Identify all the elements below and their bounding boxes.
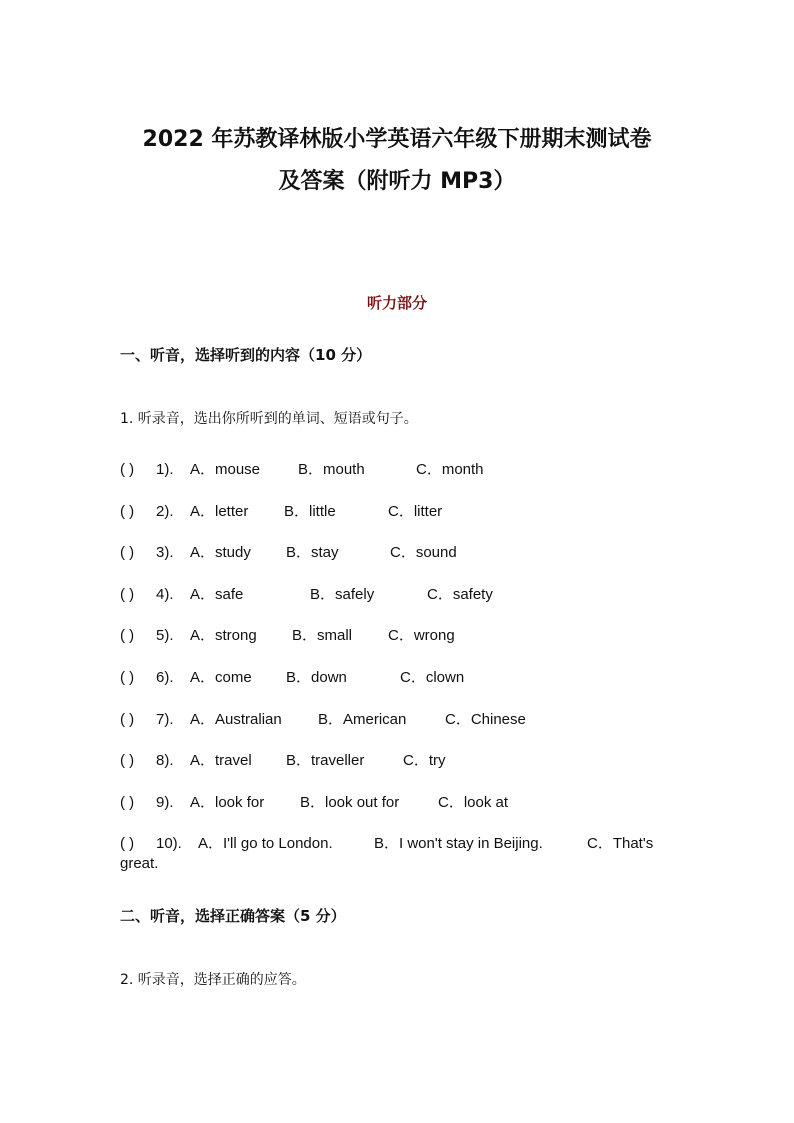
question-number: 8). (156, 752, 174, 769)
option-a: A．Australian (190, 711, 282, 728)
question-number: 1). (156, 461, 174, 478)
option-b: B．small (292, 627, 353, 644)
answer-blank: ( ) (120, 669, 135, 686)
answer-blank: ( ) (120, 752, 135, 769)
section1-instruction: 1. 听录音，选出你所听到的单词、短语或句子。 (120, 411, 418, 427)
option-a: A．look for (190, 794, 265, 811)
option-b: B．look out for (300, 794, 400, 811)
option-b: B．stay (286, 544, 339, 561)
option-c: C．month (416, 461, 484, 478)
question-number: 6). (156, 669, 174, 686)
section2-heading: 二、听音，选择正确答案（5 分） (120, 907, 346, 925)
option-b: B．down (286, 669, 347, 686)
section2-instruction: 2. 听录音，选择正确的应答。 (120, 972, 306, 988)
answer-blank: ( ) (120, 461, 135, 478)
question-number: 3). (156, 544, 174, 561)
document-title-line-2: 及答案（附听力 MP3） (278, 169, 516, 194)
option-b: B．safely (310, 586, 375, 603)
answer-blank: ( ) (120, 711, 135, 728)
option-a: A．letter (190, 503, 249, 520)
option-c: C．Chinese (445, 711, 526, 728)
answer-blank: ( ) (120, 627, 135, 644)
part-title: 听力部分 (366, 294, 427, 312)
option-c: C．litter (388, 503, 443, 520)
option-b: B．I won't stay in Beijing. (374, 835, 543, 852)
option-c: C．safety (427, 586, 493, 603)
option-c: C．That's (587, 835, 654, 852)
question-number: 10). (156, 835, 182, 852)
answer-blank: ( ) (120, 835, 135, 852)
option-c: C．sound (390, 544, 457, 561)
option-a: A．study (190, 544, 251, 561)
option-a: A．travel (190, 752, 252, 769)
question-row-10 (120, 834, 680, 874)
answer-blank: ( ) (120, 586, 135, 603)
option-a: A．come (190, 669, 252, 686)
option-c: C．wrong (388, 627, 455, 644)
question-number: 4). (156, 586, 174, 603)
option-a: A．mouse (190, 461, 261, 478)
question-number: 2). (156, 503, 174, 520)
option-b: B．traveller (286, 752, 365, 769)
option-b: B．little (284, 503, 336, 520)
option-b: B．American (318, 711, 407, 728)
question-number: 7). (156, 711, 174, 728)
question-number: 9). (156, 794, 174, 811)
answer-blank: ( ) (120, 503, 135, 520)
document-title-line-1: 2022 年苏教译林版小学英语六年级下册期末测试卷 (142, 127, 652, 152)
option-a: A．strong (190, 627, 257, 644)
option-c-continued: great. (120, 855, 159, 872)
option-c: C．clown (400, 669, 465, 686)
question-number: 5). (156, 627, 174, 644)
answer-blank: ( ) (120, 794, 135, 811)
option-a: A．safe (190, 586, 244, 603)
option-b: B．mouth (298, 461, 365, 478)
answer-blank: ( ) (120, 544, 135, 561)
option-c: C．try (403, 752, 446, 769)
section1-heading: 一、听音，选择听到的内容（10 分） (120, 346, 372, 364)
option-a: A．I'll go to London. (198, 835, 333, 852)
option-c: C．look at (438, 794, 509, 811)
